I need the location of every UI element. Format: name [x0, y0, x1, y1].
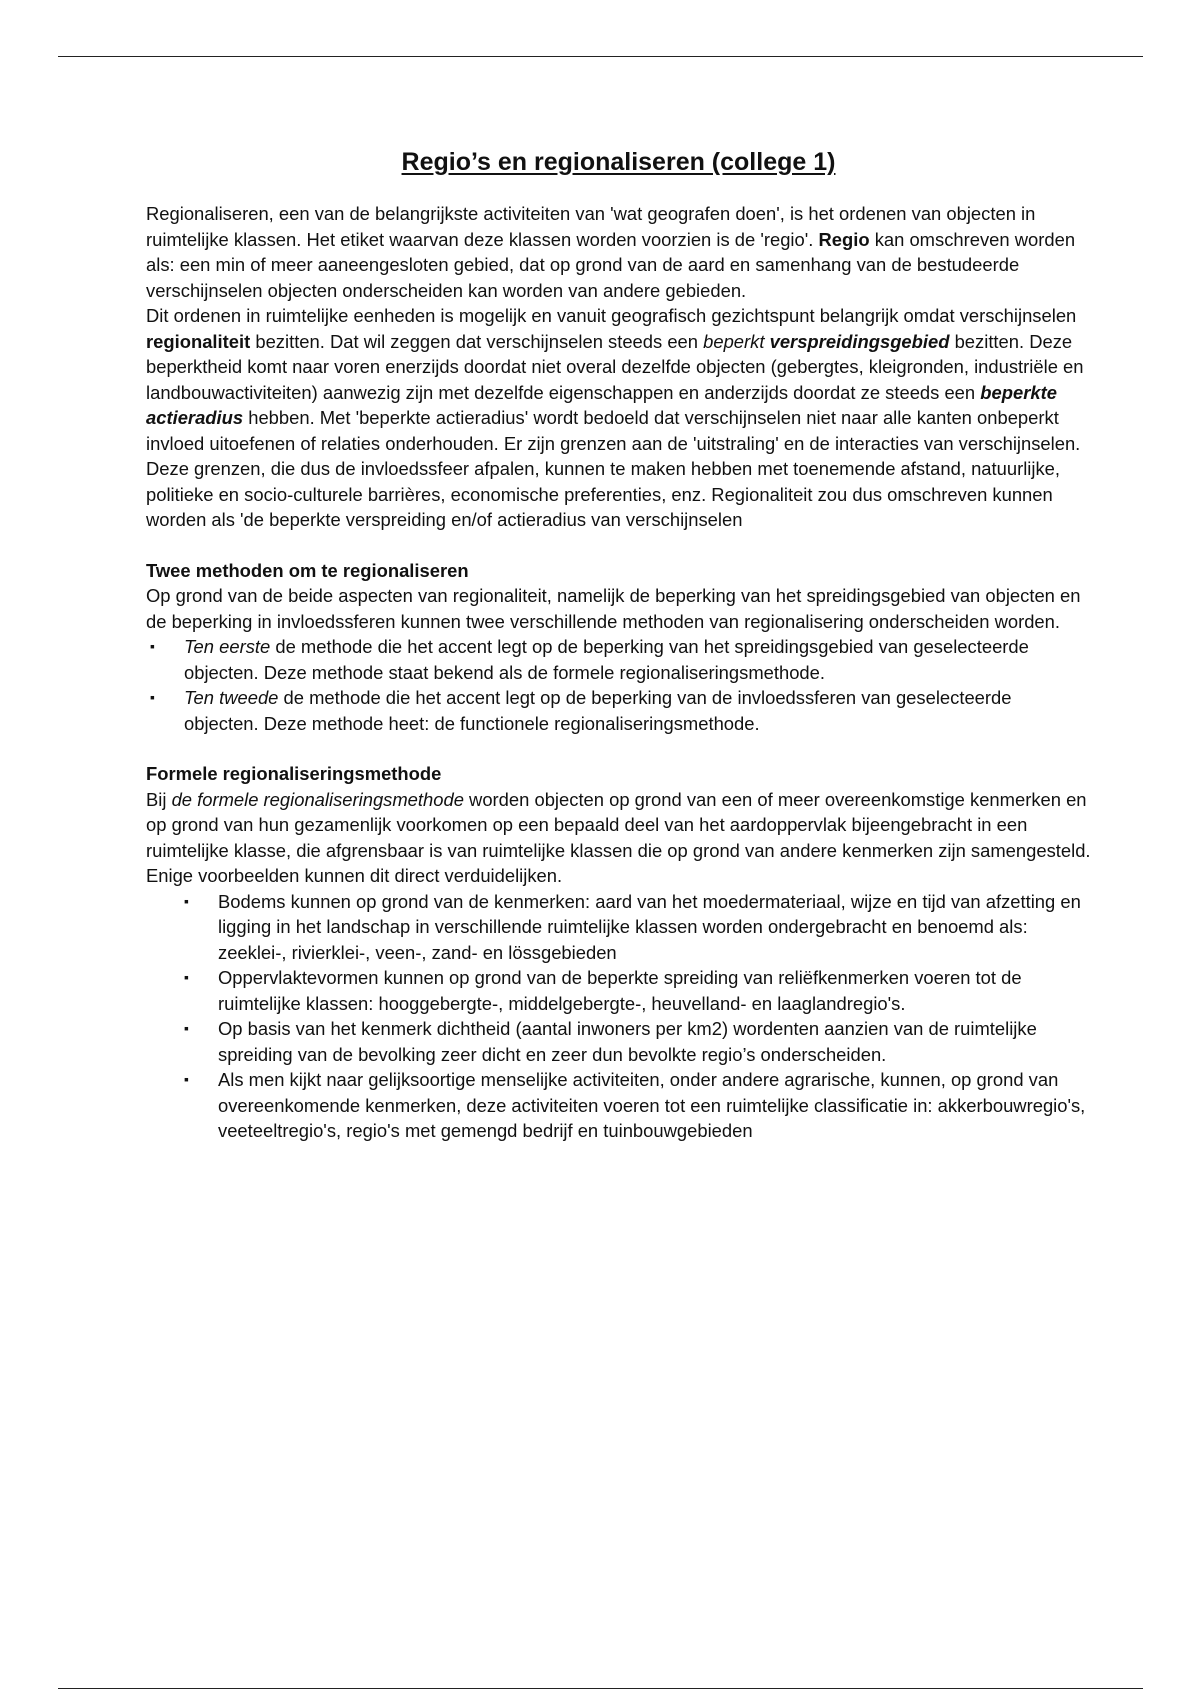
bullet-icon: ▪	[184, 892, 189, 909]
term-verspreidingsgebied: verspreidingsgebied	[769, 330, 950, 352]
intro-text-2: kan omschreven worden als: een min of meer aaneengesloten gebied, dat op grond van de aard en samenhang van de bestudeerde verschijnselen objecten onderscheiden kan worden van andere gebieden.	[146, 228, 1076, 301]
formal-text: worden objecten op grond van een of meer overeenkomstige kenmerken en op grond van hun gezamenlijk voorkomen op een bepaald deel van het aardoppervlak bijeengebracht in een ruimtelijke klasse, die afgrensbaar is van ruimtelijke klassen die op grond van andere kenmerken zijn samengesteld.	[146, 788, 1091, 861]
methods-paragraph: Op grond van de beide aspecten van regionaliteit, namelijk de beperking van het spreidingsgebied van objecten en de beperking in invloedssferen kunnen twee verschillende methoden van regionalisering onderscheiden worden.	[146, 585, 1081, 632]
list-item-text: de methode die het accent legt op de beperking van de invloedssferen van geselecteerde objecten. Deze methode heet: de functionele regionaliseringsmethode.	[184, 687, 1012, 734]
list-item-lead: Ten eerste	[184, 636, 271, 657]
intro-text-3a: Dit ordenen in ruimtelijke eenheden is mogelijk en vanuit geografisch gezichtspunt belangrijk omdat verschijnselen	[146, 305, 1077, 326]
examples-list	[146, 889, 1091, 1144]
list-item	[146, 634, 1091, 685]
methods-list	[146, 634, 1091, 736]
list-item-text: de methode die het accent legt op de beperking van het spreidingsgebied van geselecteerde objecten. Deze methode staat bekend als de formele regionaliseringsmethode.	[184, 636, 1029, 683]
list-item-text: Oppervlaktevormen kunnen op grond van de beperkte spreiding van reliëfkenmerken voeren tot de ruimtelijke klassen: hooggebergte-, middelgebergte-, heuvelland- en laaglandregio's.	[218, 967, 1022, 1014]
bullet-icon: ▪	[184, 969, 189, 985]
formal-lead: Bij	[146, 788, 172, 810]
bullet-icon: ▪	[184, 1020, 189, 1036]
section-heading-formal: Formele regionaliseringsmethode	[146, 763, 442, 784]
document-title: Regio’s en regionaliseren (college 1)	[401, 148, 836, 176]
bullet-icon: ▪	[150, 689, 155, 705]
term-regio: Regio	[818, 228, 870, 250]
formal-paragraph	[146, 787, 1091, 864]
list-item-text: Bodems kunnen op grond van de kenmerken: aard van het moedermateriaal, wijze en tijd van afzetting en ligging in het landschap in verschillende ruimtelijke klassen worden ondergebracht en benoemd als: zeeklei-, rivierklei-, veen-, zand- en lössgebieden	[218, 890, 1081, 963]
list-item	[146, 889, 1091, 966]
formal-paragraph-2: Enige voorbeelden kunnen dit direct verduidelijken.	[146, 865, 563, 886]
intro-text-3c: bezitten. Deze beperktheid komt naar voren enerzijds doordat niet overal dezelfde objecten (gebergtes, kleigronden, industriële en landbouwactiviteiten) aanwezig zijn met dezelfde eigenschappen en anderzijds doordat ze steeds een	[146, 330, 1084, 403]
bullet-icon: ▪	[150, 638, 155, 654]
intro-paragraph-1	[146, 201, 1091, 303]
document-page	[146, 145, 1091, 1144]
term-beperkte-actieradius: beperkte actieradius	[146, 381, 1057, 428]
list-item-text: Als men kijkt naar gelijksoortige menselijke activiteiten, onder andere agrarische, kunnen, op grond van overeenkomende kenmerken, deze activiteiten voeren tot een ruimtelijke classificatie in: akkerbouwregio's, veeteeltregio's, regio's met gemengd bedrijf en tuinbouwgebieden	[218, 1069, 1086, 1141]
term-formele-methode: de formele regionaliseringsmethode	[171, 788, 464, 810]
term-regionaliteit: regionaliteit	[146, 330, 251, 352]
list-item	[146, 685, 1091, 736]
list-item-lead: Ten tweede	[184, 687, 279, 708]
intro-paragraph-2	[146, 303, 1091, 533]
section-heading-methods: Twee methoden om te regionaliseren	[146, 559, 469, 581]
bullet-icon: ▪	[184, 1071, 189, 1087]
intro-text-3d: hebben. Met 'beperkte actieradius' wordt bedoeld dat verschijnselen niet naar alle kanten onbeperkt invloed uitoefenen of relaties onderhouden. Er zijn grenzen aan de 'uitstraling' en de interacties van verschijnselen. Deze grenzen, die dus de invloedssfeer afpalen, kunnen te maken hebben met toenemende afstand, natuurlijke, politieke en socio-culturele barrières, economische preferenties, enz. Regionaliteit zou dus omschreven kunnen worden als 'de beperkte verspreiding en/of actieradius van verschijnselen	[146, 407, 1081, 530]
intro-text-1: Regionaliseren, een van de belangrijkste activiteiten van 'wat geografen doen', is het ordenen van objecten in ruimtelijke klassen. Het etiket waarvan deze klassen worden voorzien is de 'regio'.	[146, 203, 1036, 250]
top-rule	[58, 56, 1143, 57]
list-item	[146, 1067, 1091, 1144]
list-item	[146, 1016, 1091, 1067]
term-beperkt: beperkt	[703, 330, 765, 352]
intro-text-3b: bezitten. Dat wil zeggen dat verschijnselen steeds een	[250, 330, 704, 352]
list-item	[146, 965, 1091, 1016]
list-item-text: Op basis van het kenmerk dichtheid (aantal inwoners per km2) wordenten aanzien van de ruimtelijke spreiding van de bevolking zeer dicht en zeer dun bevolkte regio’s onderscheiden.	[218, 1018, 1037, 1065]
bottom-rule	[58, 1688, 1143, 1689]
